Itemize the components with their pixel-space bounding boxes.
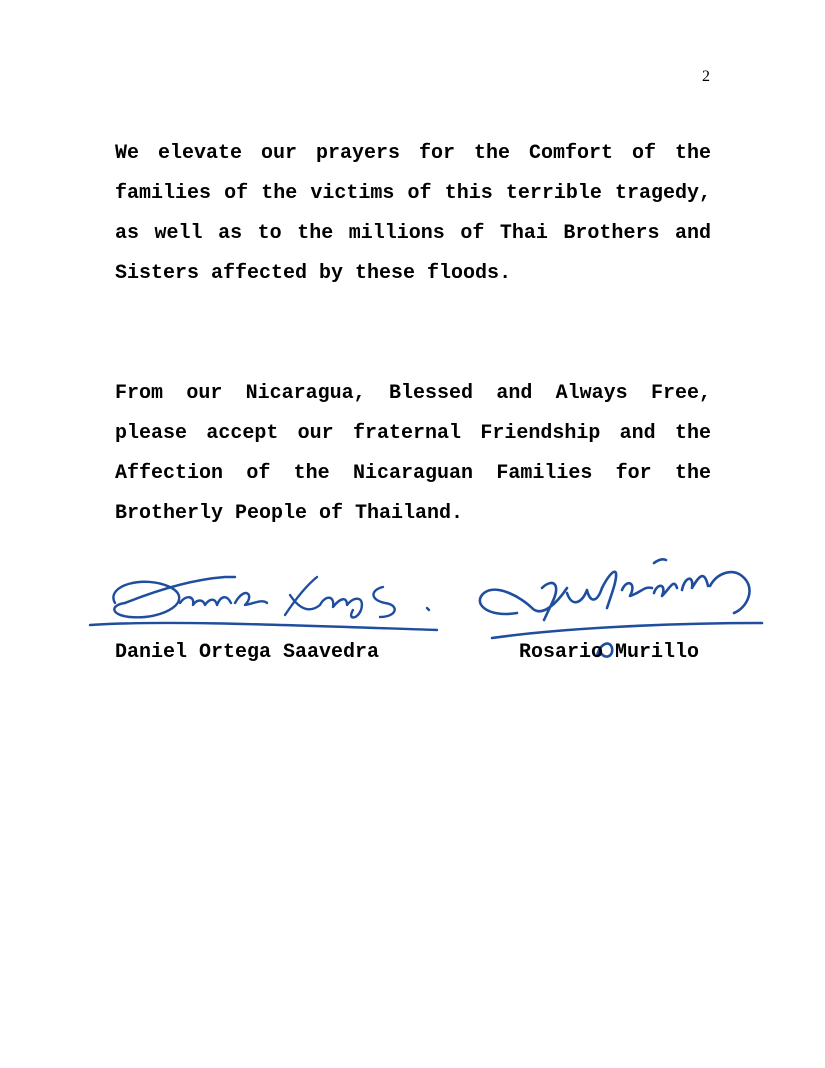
signatory-name-ortega: Daniel Ortega Saavedra	[115, 641, 380, 664]
body-paragraph-condolences: We elevate our prayers for the Comfort of the families of the victims of this terrible tragedy, as well as to the millions of Thai Brothers and Sisters affected by these floods.	[115, 142, 711, 285]
body-paragraph-friendship: From our Nicaragua, Blessed and Always Free, please accept our fraternal Friendship and the Affection of the Nicaraguan Families for the Brotherly People of Thailand.	[115, 382, 711, 525]
signature-stroke	[567, 588, 602, 602]
signature-stroke	[373, 587, 394, 617]
signature-stroke	[290, 595, 362, 618]
signature-stroke	[90, 623, 437, 630]
signature-stroke	[622, 583, 652, 596]
signature-stroke	[542, 583, 556, 620]
signature-stroke	[654, 559, 666, 563]
signature-stroke	[682, 576, 708, 590]
signature-stroke	[427, 608, 429, 610]
signatory-name-murillo: Rosario Murillo	[519, 641, 700, 664]
signature-stroke	[654, 584, 677, 596]
signature-rosario-murillo	[472, 548, 772, 648]
signature-stroke	[710, 572, 750, 613]
signature-stroke	[235, 593, 267, 605]
signature-daniel-ortega	[85, 565, 445, 640]
signature-stroke	[180, 597, 231, 605]
page-number: 2	[702, 68, 710, 85]
signature-stroke	[492, 623, 762, 638]
signature-stroke	[602, 572, 616, 608]
